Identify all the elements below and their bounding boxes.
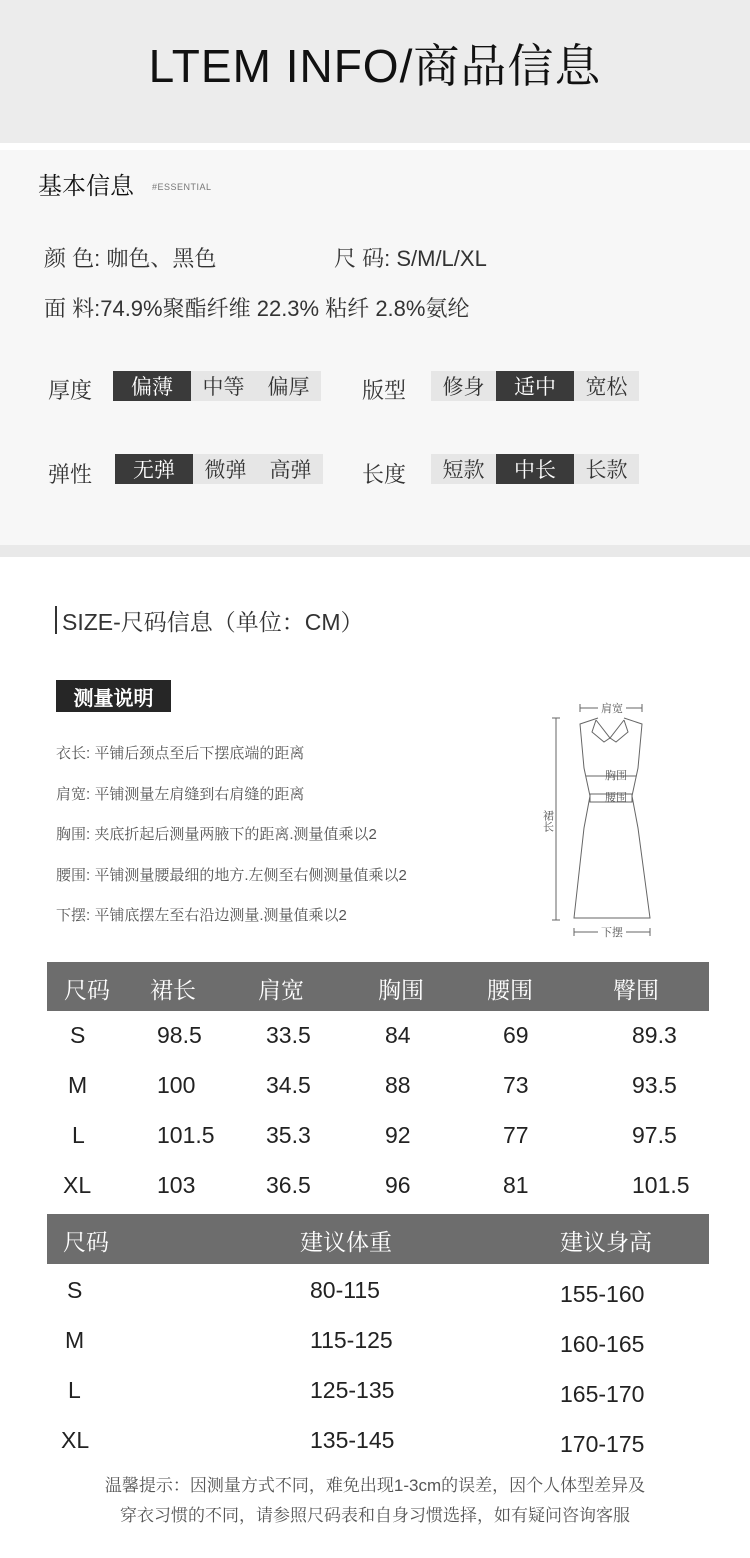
length-option-long: 长款	[574, 454, 639, 484]
fit-header-height: 建议身高	[560, 1229, 652, 1255]
size-header-shoulder: 肩宽	[258, 977, 304, 1003]
size-header-waist: 腰围	[487, 977, 533, 1003]
hip-cell: 97.5	[632, 1122, 677, 1148]
thickness-option-thin: 偏薄	[113, 371, 191, 401]
fit-size-cell: L	[68, 1377, 81, 1403]
section-divider	[0, 545, 750, 557]
color-line: 颜 色: 咖色、黑色	[44, 246, 217, 271]
fit-option-slim: 修身	[431, 371, 496, 401]
size-cell: M	[68, 1072, 88, 1098]
fit-size-cell: XL	[61, 1427, 90, 1453]
hip-cell: 89.3	[632, 1022, 677, 1048]
fit-weight-cell: 125-135	[310, 1377, 395, 1403]
length-options	[431, 454, 639, 484]
measure-line-shoulder: 肩宽: 平铺测量左肩缝到右肩缝的距离	[56, 786, 305, 803]
note-line-2: 穿衣习惯的不同，请参照尺码表和自身习惯选择，如有疑问咨询客服	[120, 1506, 630, 1525]
fit-weight-cell: 80-115	[310, 1277, 380, 1303]
chest-label: 胸围	[605, 769, 627, 782]
shoulder-label: 肩宽	[601, 702, 623, 715]
length-option-midi: 中长	[496, 454, 574, 484]
length-cell: 101.5	[157, 1122, 215, 1148]
fit-label: 版型	[362, 378, 407, 403]
length-cell: 103	[157, 1172, 196, 1198]
size-header-size: 尺码	[64, 977, 110, 1003]
hip-cell: 101.5	[632, 1172, 690, 1198]
chest-cell: 84	[385, 1022, 411, 1048]
chest-cell: 92	[385, 1122, 411, 1148]
elasticity-label: 弹性	[48, 462, 93, 487]
size-cell: XL	[63, 1172, 92, 1198]
waist-cell: 69	[503, 1022, 529, 1048]
size-header-length: 裙长	[150, 977, 196, 1003]
chest-cell: 88	[385, 1072, 411, 1098]
shoulder-cell: 35.3	[266, 1122, 311, 1148]
thickness-option-medium: 中等	[191, 371, 256, 401]
fit-height-cell: 155-160	[560, 1281, 645, 1307]
waist-cell: 81	[503, 1172, 529, 1198]
dress-collar	[596, 720, 624, 738]
waist-label: 腰围	[605, 791, 627, 804]
elasticity-option-slight: 微弹	[193, 454, 258, 484]
hem-label: 下摆	[601, 926, 623, 938]
fit-header-size: 尺码	[63, 1229, 109, 1255]
fit-weight-cell: 115-125	[310, 1327, 393, 1353]
shoulder-cell: 34.5	[266, 1072, 311, 1098]
fit-size-cell: S	[67, 1277, 83, 1303]
size-title-bar	[55, 606, 57, 634]
size-header-chest: 胸围	[378, 977, 424, 1003]
length-cell: 98.5	[157, 1022, 202, 1048]
length-cell: 100	[157, 1072, 196, 1098]
fit-header-weight: 建议体重	[300, 1229, 392, 1255]
fit-option-loose: 宽松	[574, 371, 639, 401]
size-table-header	[47, 962, 709, 1011]
thickness-option-thick: 偏厚	[256, 371, 321, 401]
measure-badge: 测量说明	[56, 680, 171, 712]
measure-line-chest: 胸围: 夹底折起后测量两腋下的距离.测量值乘以2	[56, 826, 377, 843]
shoulder-cell: 36.5	[266, 1172, 311, 1198]
fit-options	[431, 371, 639, 401]
fit-height-cell: 170-175	[560, 1431, 645, 1457]
elasticity-options	[115, 454, 323, 484]
fit-height-cell: 165-170	[560, 1381, 645, 1407]
size-cell: S	[70, 1022, 86, 1048]
basic-info-tag: #ESSENTIAL	[152, 182, 212, 192]
thickness-options	[113, 371, 321, 401]
measure-line-length: 衣长: 平铺后颈点至后下摆底端的距离	[56, 745, 305, 762]
header-banner	[0, 0, 750, 143]
fit-table-header	[47, 1214, 709, 1264]
measure-line-waist: 腰围: 平铺测量腰最细的地方.左侧至右侧测量值乘以2	[56, 867, 407, 884]
waist-cell: 73	[503, 1072, 529, 1098]
note-line-1: 温馨提示：因测量方式不同，难免出现1-3cm的误差，因个人体型差异及	[104, 1476, 646, 1495]
page-title: LTEM INFO/商品信息	[148, 40, 602, 92]
measure-line-hem: 下摆: 平铺底摆左至右沿边测量.测量值乘以2	[56, 907, 347, 924]
chest-cell: 96	[385, 1172, 411, 1198]
thickness-label: 厚度	[48, 378, 93, 403]
hip-cell: 93.5	[632, 1072, 677, 1098]
elasticity-option-high: 高弹	[258, 454, 323, 484]
dress-diagram	[540, 698, 680, 938]
length-label: 长度	[362, 462, 407, 487]
size-section-title: SIZE-尺码信息（单位：CM）	[62, 609, 364, 635]
size-cell: L	[72, 1122, 85, 1148]
length-label-diagram: 裙长	[541, 810, 555, 832]
shoulder-cell: 33.5	[266, 1022, 311, 1048]
material-line: 面 料:74.9%聚酯纤维 22.3% 粘纤 2.8%氨纶	[44, 296, 470, 321]
dress-outline	[574, 718, 650, 918]
fit-size-cell: M	[65, 1327, 85, 1353]
size-line: 尺 码: S/M/L/XL	[334, 246, 487, 271]
waist-cell: 77	[503, 1122, 529, 1148]
fit-height-cell: 160-165	[560, 1331, 645, 1357]
basic-info-section	[0, 150, 750, 545]
basic-info-title: 基本信息	[38, 173, 134, 200]
length-option-short: 短款	[431, 454, 496, 484]
size-header-hip: 臀围	[613, 977, 659, 1003]
fit-weight-cell: 135-145	[310, 1427, 395, 1453]
fit-option-regular: 适中	[496, 371, 574, 401]
elasticity-option-none: 无弹	[115, 454, 193, 484]
